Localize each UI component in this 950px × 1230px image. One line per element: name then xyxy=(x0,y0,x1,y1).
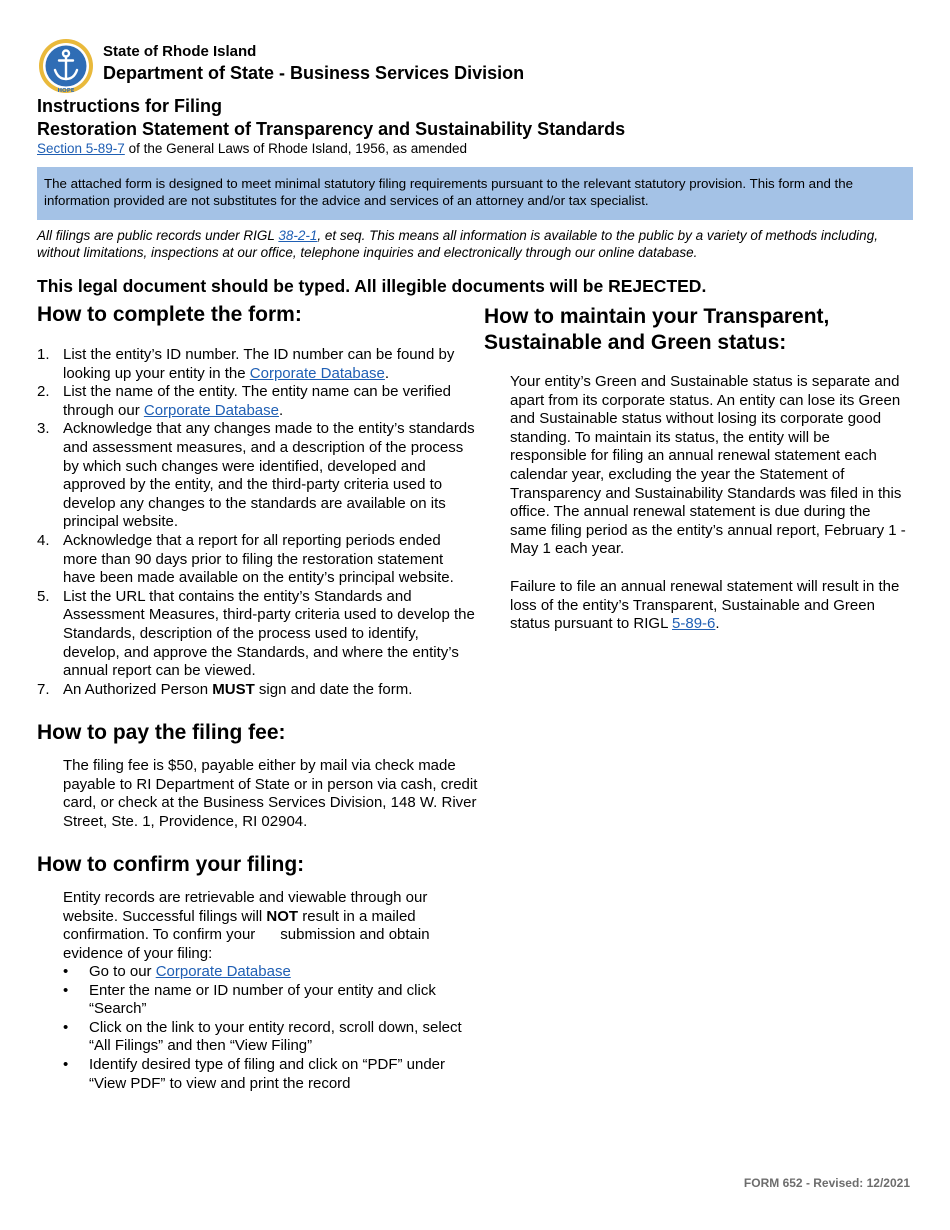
corporate-database-link[interactable]: Corporate Database xyxy=(155,963,291,980)
bullet-text: Enter the name or ID number of your entity and click “Search” xyxy=(89,981,436,1018)
bullet-icon: • xyxy=(63,1055,69,1073)
renewal-failure-text-end: . xyxy=(715,615,720,633)
seal-text: HOPE xyxy=(57,88,75,94)
bullet-text: Identify desired type of filing and click on “PDF” under “View PDF” to view and print the record xyxy=(89,1055,446,1092)
list-item xyxy=(37,588,477,681)
statute-reference xyxy=(37,141,467,156)
disclaimer-text: The attached form is designed to meet minimal statutory filing requirements pursuant to the relevant statutory provision. This form and the information provided are not substitutes for the advice and services of an attorney and/or tax specialist. xyxy=(44,176,854,208)
section-5-89-7-link[interactable]: Section 5-89-7 xyxy=(37,141,125,156)
rigl-38-2-1-link[interactable]: 38-2-1 xyxy=(278,228,318,243)
list-item xyxy=(37,532,477,588)
bullet-icon: • xyxy=(63,981,69,999)
public-records-prefix: All filings are public records under RIGL xyxy=(37,228,279,243)
statute-reference-text: of the General Laws of Rhode Island, 1956, as amended xyxy=(124,141,468,156)
pay-fee-heading: How to pay the filing fee: xyxy=(37,721,286,744)
instruction-steps xyxy=(37,346,477,699)
confirm-intro xyxy=(63,889,458,963)
step-text: An Authorized Person xyxy=(63,680,213,698)
maintain-status-heading: How to maintain your Transparent, Sustainable and Green status: xyxy=(484,305,830,354)
step-text: Acknowledge that any changes made to the entity’s standards and assessment measures, and a description of the process by which such changes were identified, developed and approved by the entity, and the third-party criteria used to develop any changes to the standards are available on its principal website. xyxy=(63,420,475,531)
disclaimer-banner xyxy=(37,167,913,220)
doc-title-line1: Instructions for Filing xyxy=(37,96,222,116)
emphasis-must: MUST xyxy=(212,680,255,698)
step-text-end: sign and date the form. xyxy=(254,680,413,698)
complete-form-heading: How to complete the form: xyxy=(37,303,302,326)
step-text-end: . xyxy=(384,364,390,382)
renewal-failure-text: Failure to file an annual renewal statement will result in the loss of the entity’s Transparent, Sustainable and Green status pursuant to RIGL xyxy=(510,578,900,633)
list-item xyxy=(63,982,473,1019)
bullet-icon: • xyxy=(63,1018,69,1036)
confirm-intro-text: Entity records are retrievable and viewable through our website. Successful filings will xyxy=(63,889,428,925)
confirm-filing-heading: How to confirm your filing: xyxy=(37,853,305,876)
confirm-intro-text-end: result in a mailed confirmation. To confirm your submission and obtain evidence of your filing: xyxy=(63,907,434,962)
step-text: List the entity’s ID number. The ID number can be found by looking up your entity in the xyxy=(63,346,455,382)
list-item xyxy=(63,1019,473,1056)
list-item xyxy=(37,681,477,700)
state-seal-logo xyxy=(38,38,94,94)
maintain-status-paragraph: Your entity’s Green and Sustainable status is separate and apart from its corporate status. An entity can lose its Green and Sustainable status without losing its corporate good standing. To maintain its status, the entity will be responsible for filing an annual renewal statement each calendar year, excluding the year the Statement of Transparency and Sustainability Standards was filed in this office. The annual renewal statement is due during the same filing period as the entity’s annual report, February 1 - May 1 each year. xyxy=(510,373,906,558)
step-number: 2. xyxy=(37,383,50,401)
form-number-footer: FORM 652 - Revised: 12/2021 xyxy=(743,1176,910,1190)
public-records-suffix: , et seq. This means all information is available to the public by a variety of methods including, without limitations, inspections at our office, telephone inquiries and electronically through our online database. xyxy=(37,228,878,260)
list-item xyxy=(37,383,477,420)
confirm-steps xyxy=(63,963,473,1093)
bullet-text: Click on the link to your entity record, scroll down, select “All Filings” and then “View Filing” xyxy=(89,1018,462,1055)
corporate-database-link[interactable]: Corporate Database xyxy=(143,401,279,419)
bullet-icon: • xyxy=(63,963,69,980)
public-records-notice xyxy=(37,227,917,261)
step-number: 3. xyxy=(37,420,50,438)
step-text-end: . xyxy=(278,401,284,419)
step-number: 5. xyxy=(37,587,50,605)
step-text: List the name of the entity. The entity name can be verified through our xyxy=(63,383,452,419)
department-name: Department of State - Business Services Division xyxy=(103,63,525,83)
typed-notice: This legal document should be typed. All illegible documents will be REJECTED. xyxy=(37,276,707,296)
step-number: 4. xyxy=(37,531,50,549)
step-number: 1. xyxy=(37,346,50,363)
emphasis-not: NOT xyxy=(266,907,299,925)
step-text: List the URL that contains the entity’s Standards and Assessment Measures, third-party criteria used to develop the Standards, description of the process used to identify, develop, and approve the Standards, and where the entity’s annual report can be viewed. xyxy=(63,587,475,680)
state-name: State of Rhode Island xyxy=(103,43,257,60)
renewal-failure-paragraph xyxy=(510,578,910,634)
rigl-5-89-6-link[interactable]: 5-89-6 xyxy=(672,615,716,633)
pay-fee-text: The filing fee is $50, payable either by mail via check made payable to RI Department of State or in person via cash, credit card, or check at the Business Services Division, 148 W. River Street, Ste. 1, Providence, RI 02904. xyxy=(63,757,478,830)
step-number: 7. xyxy=(37,680,50,698)
corporate-database-link[interactable]: Corporate Database xyxy=(249,364,385,382)
list-item xyxy=(37,346,477,383)
doc-title-line2: Restoration Statement of Transparency and Sustainability Standards xyxy=(37,119,626,139)
list-item xyxy=(37,420,477,532)
list-item xyxy=(63,963,473,982)
list-item xyxy=(63,1056,473,1093)
step-text: Acknowledge that a report for all reporting periods ended more than 90 days prior to filing the restoration statement have been made available on the entity’s principal website. xyxy=(63,531,454,587)
bullet-text: Go to our xyxy=(89,963,156,980)
